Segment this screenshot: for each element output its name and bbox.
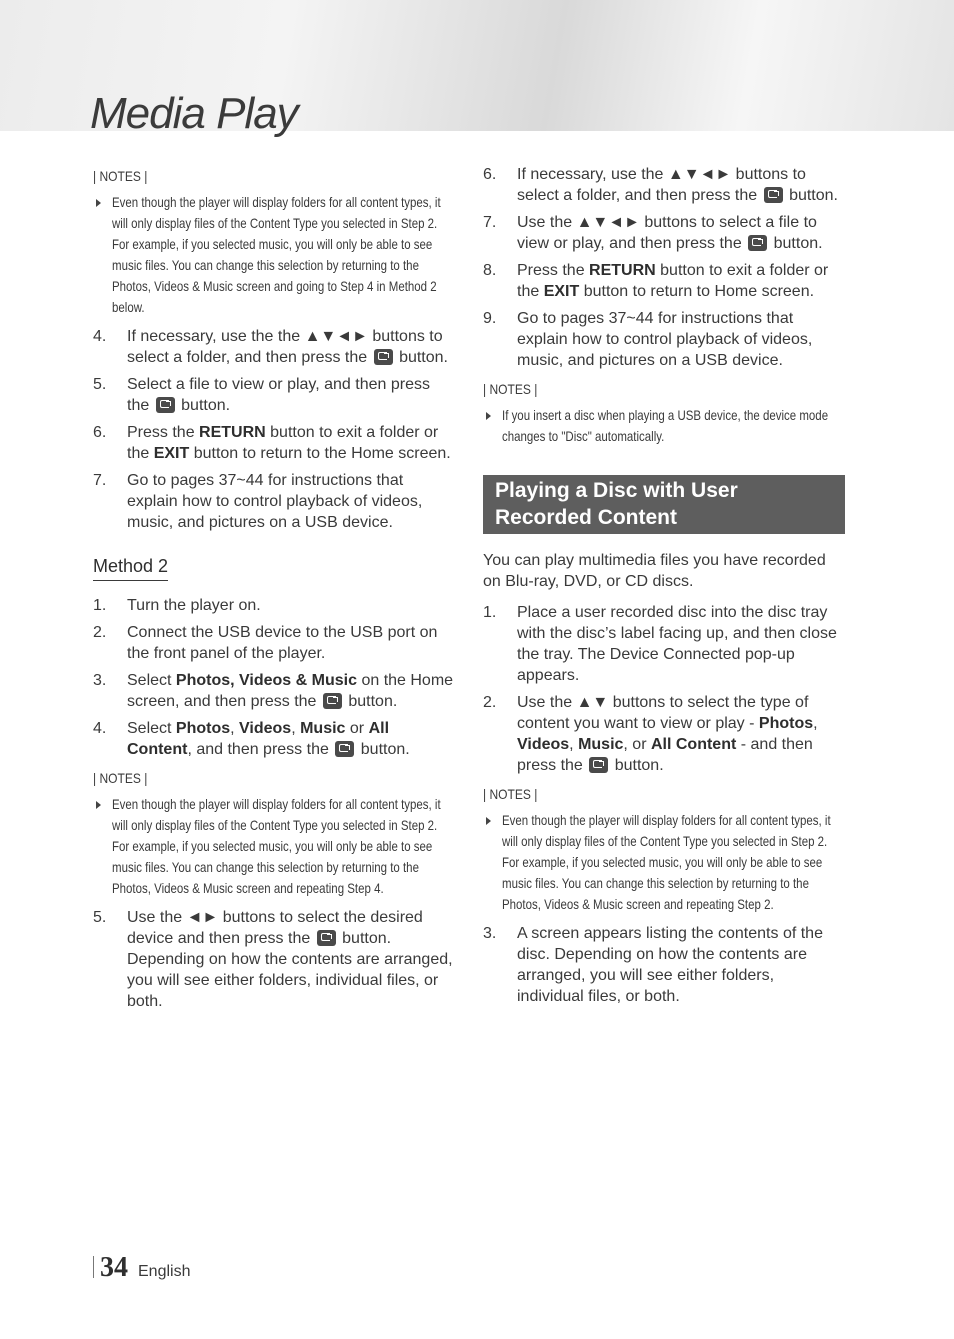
menu-label: Videos <box>517 736 570 753</box>
step-text: Use the ▲▼ buttons to select the type of content you want to view or play - <box>517 694 809 732</box>
menu-label: Music <box>578 736 624 753</box>
step-text: A screen appears listing the contents of the disc. Depending on how the contents are arranged, you will see either folders, individual files, or both. <box>517 925 823 1005</box>
step-list <box>483 164 845 371</box>
step-list <box>93 326 455 533</box>
enter-button-icon <box>589 757 608 773</box>
page-title: Media Play <box>90 89 298 138</box>
step-text: Place a user recorded disc into the disc tray with the disc’s label facing up, and then close the tray. The Device Connected pop-up appears. <box>517 604 837 684</box>
separator: or <box>345 720 369 737</box>
notes-label: | NOTES | <box>93 770 148 786</box>
step-text-after: button. <box>773 235 823 252</box>
note <box>93 794 455 899</box>
step-text-after: button. Depending on how the contents are arranged, you will see either folders, individual files, or both. <box>127 930 453 1010</box>
note-text: If you insert a disc when playing a USB device, the device mode changes to "Disc" automatically. <box>502 407 829 444</box>
step-text-after: button. <box>348 693 398 710</box>
bullet-triangle-icon <box>486 817 491 825</box>
step-text: on the Home screen, and then press the <box>127 672 454 710</box>
right-column <box>483 164 845 1017</box>
step-list <box>483 923 845 1007</box>
enter-button-icon <box>156 397 175 413</box>
step-text: Select a file to view or play, and then press the <box>127 376 430 414</box>
step-item <box>483 164 845 206</box>
exit-label: EXIT <box>153 445 190 462</box>
bullet-triangle-icon <box>96 199 101 207</box>
step-item <box>93 718 455 760</box>
separator: , <box>230 720 240 737</box>
step-item <box>93 622 455 664</box>
enter-button-icon <box>764 187 783 203</box>
step-text: Select <box>127 672 176 689</box>
step-number: 5. <box>93 376 107 393</box>
step-list <box>93 907 455 1012</box>
step-text: button to return to Home screen. <box>579 283 815 300</box>
separator: , <box>569 736 579 753</box>
step-text: - and then press the <box>517 736 813 774</box>
enter-button-icon <box>317 930 336 946</box>
intro-paragraph: You can play multimedia files you have recorded on Blu-ray, DVD, or CD discs. <box>483 552 826 590</box>
step-item <box>483 602 845 686</box>
step-item <box>93 422 455 464</box>
step-number: 4. <box>93 720 107 737</box>
step-text: button to return to the Home screen. <box>189 445 451 462</box>
step-number: 7. <box>93 472 107 489</box>
step-text: If necessary, use the the ▲▼◄► buttons to select a folder, and then press the <box>127 328 443 366</box>
enter-button-icon <box>374 349 393 365</box>
step-text: Connect the USB device to the USB port on the front panel of the player. <box>127 624 438 662</box>
step-text: , and then press the <box>187 741 329 758</box>
step-number: 2. <box>483 694 497 711</box>
note-text: Even though the player will display folders for all content types, it will only display files of the Content Type you selected in Step 2. For example, if you selected music, you will only be able to see music files. You can change this selection by returning to the Photos, Videos & Music screen and repeating Step 2. <box>502 812 831 912</box>
step-number: 9. <box>483 310 497 327</box>
left-column <box>93 164 455 1022</box>
step-number: 5. <box>93 909 107 926</box>
step-item <box>483 260 845 302</box>
step-text: Turn the player on. <box>127 597 261 614</box>
step-item <box>483 692 845 776</box>
notes-label: | NOTES | <box>483 381 538 397</box>
step-text-after: button. <box>614 757 664 774</box>
step-text: Press the <box>517 262 590 279</box>
method-heading: Method 2 <box>93 555 168 581</box>
step-item <box>93 670 455 712</box>
step-text-after: button. <box>789 187 838 204</box>
note <box>93 192 455 318</box>
step-item <box>93 595 455 616</box>
enter-button-icon <box>748 235 767 251</box>
menu-label: Photos <box>175 720 231 737</box>
bullet-triangle-icon <box>486 412 491 420</box>
note <box>483 810 845 915</box>
separator: , <box>813 715 818 732</box>
enter-button-icon <box>323 693 342 709</box>
step-text: Go to pages 37~44 for instructions that explain how to control playback of videos, music, and pictures on a USB device. <box>127 472 423 531</box>
footer-divider <box>93 1256 94 1278</box>
enter-button-icon <box>335 741 354 757</box>
step-item <box>483 212 845 254</box>
step-item <box>93 326 455 368</box>
step-item <box>483 923 845 1007</box>
page-number: 34 <box>100 1252 128 1283</box>
step-text-after: button. <box>399 349 448 366</box>
step-number: 1. <box>483 604 497 621</box>
menu-label: Music <box>300 720 346 737</box>
step-text: If necessary, use the ▲▼◄► buttons to select a folder, and then press the <box>517 166 806 204</box>
menu-label: Videos <box>239 720 292 737</box>
menu-label: All Content <box>127 720 390 758</box>
menu-label: All Content <box>650 736 737 753</box>
step-number: 7. <box>483 214 497 231</box>
exit-label: EXIT <box>543 283 580 300</box>
menu-label: Photos <box>758 715 814 732</box>
step-text: Use the ▲▼◄► buttons to select a file to view or play, and then press the <box>517 214 817 252</box>
step-number: 6. <box>483 166 497 183</box>
step-text: button to exit a folder or the <box>517 262 829 300</box>
step-number: 3. <box>483 925 497 942</box>
step-item <box>93 374 455 416</box>
step-number: 8. <box>483 262 497 279</box>
return-label: RETURN <box>199 424 266 441</box>
section-heading: Playing a Disc with User Recorded Content <box>483 475 845 534</box>
bullet-triangle-icon <box>96 801 101 809</box>
footer-language: English <box>138 1263 191 1280</box>
step-text-after: button. <box>360 741 410 758</box>
notes-label: | NOTES | <box>483 786 538 802</box>
page-footer <box>93 1252 190 1282</box>
step-text: Press the <box>127 424 200 441</box>
separator: , <box>291 720 301 737</box>
notes-label: | NOTES | <box>93 168 148 184</box>
note <box>483 405 845 447</box>
step-list <box>93 595 455 760</box>
step-text: Select <box>127 720 176 737</box>
step-list <box>483 602 845 776</box>
menu-label: Photos, Videos & Music <box>175 672 357 689</box>
step-text: Go to pages 37~44 for instructions that explain how to control playback of videos, music, and pictures on a USB device. <box>517 310 813 369</box>
note-text: Even though the player will display folders for all content types, it will only display files of the Content Type you selected in Step 2. For example, if you selected music, you will only be able to see music files. You can change this selection by returning to the Photos, Videos & Music screen and going to Step 4 in Method 2 below. <box>112 194 441 315</box>
step-item <box>93 907 455 1012</box>
separator: , or <box>623 736 651 753</box>
step-number: 2. <box>93 624 107 641</box>
step-number: 4. <box>93 328 107 345</box>
step-text-after: button. <box>181 397 231 414</box>
step-item <box>93 470 455 533</box>
note-text: Even though the player will display folders for all content types, it will only display files of the Content Type you selected in Step 2. For example, if you selected music, you will only be able to see music files. You can change this selection by returning to the Photos, Videos & Music screen and repeating Step 4. <box>112 796 441 896</box>
step-text: button to exit a folder or the <box>127 424 439 462</box>
step-number: 6. <box>93 424 107 441</box>
step-number: 1. <box>93 597 107 614</box>
return-label: RETURN <box>589 262 656 279</box>
step-item <box>483 308 845 371</box>
step-text: Use the ◄► buttons to select the desired device and then press the <box>127 909 423 947</box>
step-number: 3. <box>93 672 107 689</box>
